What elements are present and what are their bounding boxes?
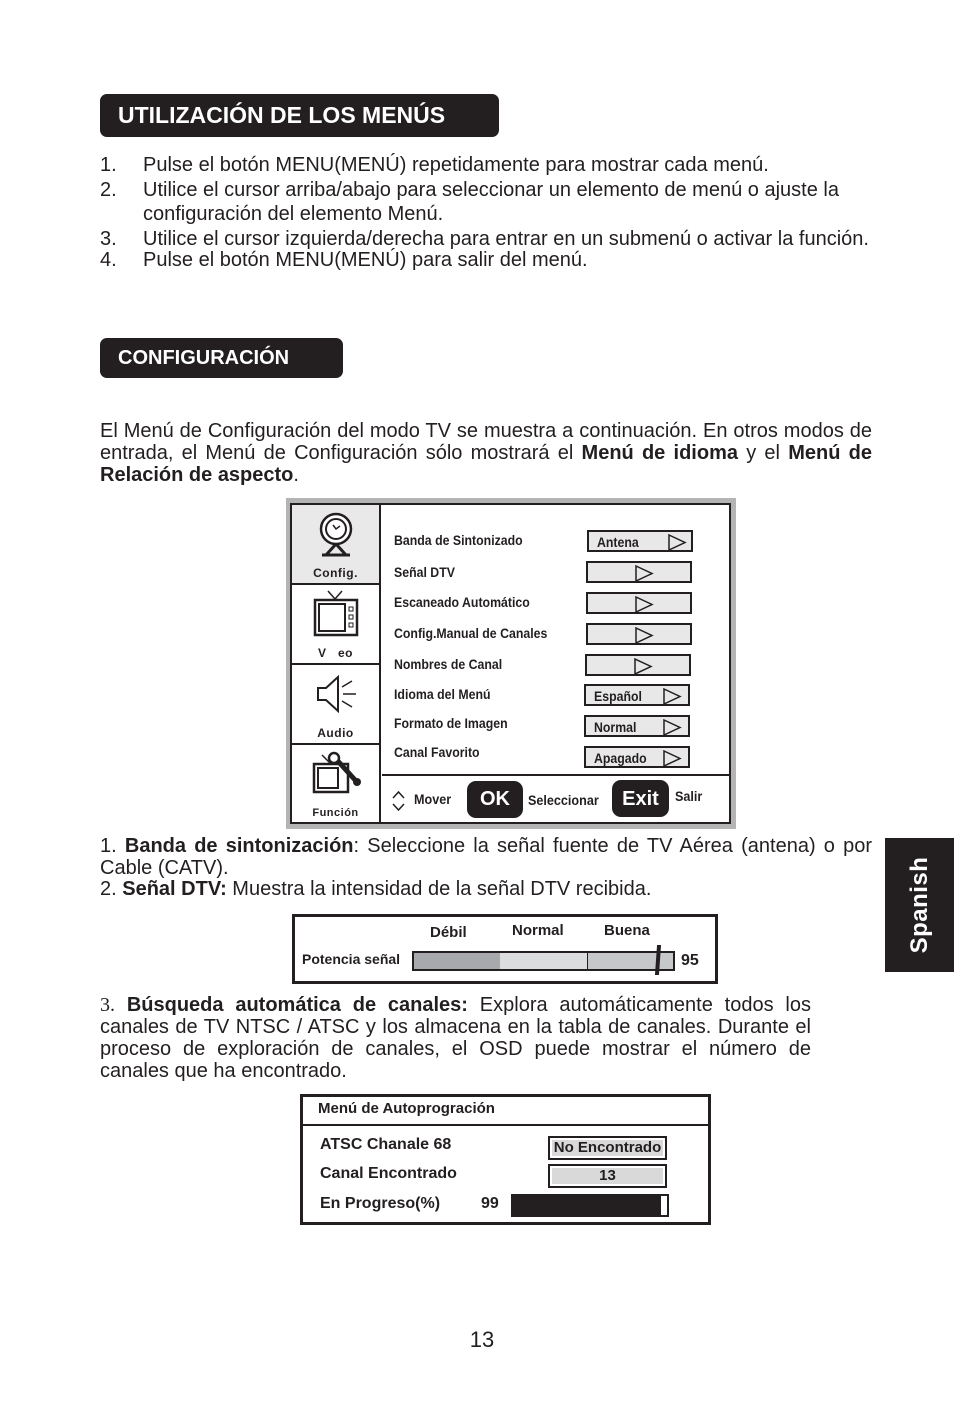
signal-bar [412,951,675,971]
list-number: 2. [100,878,117,900]
intro-text: El Menú de Configuración del modo TV se muestra a continuación. En otros modos de entrada, el Menú de Configuración sólo mostrará el [100,420,872,464]
list-item [100,178,873,227]
config-intro-paragraph [100,420,872,486]
channel-names-value-box[interactable] [585,654,691,676]
intro-text: y el [737,442,789,464]
list-text: Pulse el botón MENU(MENÚ) para salir del menú. [143,249,588,271]
list-number: 3. [100,227,117,250]
tuning-band-description [100,835,872,879]
section-title: UTILIZACIÓN DE LOS MENÚS [118,102,446,128]
tuner-band-value-box[interactable] [587,530,693,552]
menu-row-label[interactable]: Canal Favorito [394,744,480,760]
menu-row-label[interactable]: Config.Manual de Canales [394,625,548,641]
level-good-label: Buena [604,922,650,939]
exit-hint: Salir [675,788,703,804]
menu-language-value-box[interactable] [584,684,690,706]
tv-wrench-icon [310,751,362,797]
not-found-status: No Encontrado [548,1136,667,1160]
menu-row-label[interactable]: Nombres de Canal [394,656,503,672]
section-heading-menus [100,94,499,137]
progress-fill [513,1196,661,1215]
speaker-icon [312,673,360,715]
arrow-right-icon [662,719,682,736]
up-down-arrows-icon [392,790,405,812]
arrow-right-icon [667,534,687,551]
autoprogram-panel [300,1094,711,1225]
image-format-value-box[interactable] [584,715,690,737]
autoprogram-title: Menú de Autoprogración [318,1100,495,1117]
favorite-channel-value-box[interactable] [584,746,690,768]
channels-found-label: Canal Encontrado [320,1165,457,1182]
list-bold: Búsqueda automática de canales: [126,994,468,1016]
signal-strength-panel [292,914,718,984]
intro-bold-aspect: Menú de Relación de aspecto [100,442,872,486]
arrow-right-icon [633,658,653,675]
arrow-right-icon [634,596,654,613]
progress-label: En Progreso(%) [320,1195,441,1212]
satellite-dish-icon [314,511,358,557]
sidebar-item-config[interactable] [292,505,381,585]
menu-row-label[interactable]: Idioma del Menú [394,686,491,702]
list-number: 3. [100,994,115,1016]
value-text: Apagado [594,750,647,766]
language-tab-label: Spanish [905,856,933,954]
sidebar-item-audio[interactable] [292,665,381,745]
sidebar-item-video[interactable] [292,585,381,665]
section-heading-config [100,338,343,378]
dtv-signal-description [100,878,872,900]
signal-power-label: Potencia señal [302,951,401,967]
sidebar-label: Función [312,807,359,819]
intro-text: . [293,464,299,486]
title-divider [303,1124,708,1126]
list-text: Explora automáticamente todos los canales de TV NTSC / ATSC y los almacena en la tabla de canales. Durante el proceso de exploración de canales, el OSD puede mostrar el número de canales que ha encontrado. [100,994,811,1082]
intro-bold-language: Menú de idioma [581,442,738,464]
list-bold: Banda de sintonización [124,835,354,857]
signal-segment-weak [414,953,500,969]
arrow-right-icon [662,750,682,767]
list-number: 4. [100,249,117,271]
menu-row-label[interactable]: Banda de Sintonizado [394,532,523,548]
page-number: 13 [469,1327,495,1352]
manual-channel-value-box[interactable] [586,623,692,645]
list-text: Pulse el botón MENU(MENÚ) repetidamente para mostrar cada menú. [143,154,769,176]
list-number: 1. [100,154,117,176]
auto-scan-value-box[interactable] [586,592,692,614]
atsc-channel-label: ATSC Chanale 68 [320,1136,452,1153]
menu-row-label[interactable]: Formato de Imagen [394,715,508,731]
value-text: Antena [597,534,639,550]
dtv-signal-value-box[interactable] [586,561,692,583]
menu-row-label[interactable]: Señal DTV [394,564,455,580]
arrow-right-icon [634,565,654,582]
sidebar-label: V eo [317,646,353,660]
arrow-right-icon [662,688,682,705]
list-text: Utilice el cursor arriba/abajo para seleccionar un elemento de menú o ajuste la configuración del elemento Menú. [143,178,839,225]
list-number: 1. [100,835,117,857]
exit-button[interactable]: Exit [612,780,669,817]
tv-icon [313,589,359,639]
section-title: CONFIGURACIÓN [118,346,290,369]
config-menu [290,503,731,824]
list-bold: Señal DTV: [122,878,227,900]
value-text: Español [594,688,642,704]
list-item [100,248,873,273]
progress-value: 99 [481,1195,499,1212]
move-hint: Mover [414,791,452,807]
level-weak-label: Débil [430,924,467,941]
signal-segment-normal [500,953,587,969]
progress-bar [511,1194,669,1217]
list-text: Muestra la intensidad de la señal DTV recibida. [226,878,652,900]
list-text: : Seleccione la señal fuente de TV Aérea (antena) o por Cable (CATV). [100,835,873,879]
ok-button[interactable]: OK [467,781,523,818]
signal-value: 95 [681,952,699,969]
menu-row-label[interactable]: Escaneado Automático [394,594,530,610]
language-tab [885,838,954,972]
value-text: Normal [594,719,637,735]
sidebar-item-function[interactable] [292,745,381,822]
sidebar-label: Audio [317,726,354,740]
list-text: Utilice el cursor izquierda/derecha para entrar en un submenú o activar la función. [143,227,869,250]
list-number: 2. [100,178,117,201]
channels-found-value: 13 [548,1164,667,1188]
auto-search-description [100,994,811,1082]
arrow-right-icon [634,627,654,644]
list-item [100,153,873,178]
sidebar-label: Config. [313,566,358,580]
level-normal-label: Normal [512,922,564,939]
select-hint: Seleccionar [528,792,599,808]
menu-usage-list [100,153,873,273]
menu-help-bar [382,774,731,822]
